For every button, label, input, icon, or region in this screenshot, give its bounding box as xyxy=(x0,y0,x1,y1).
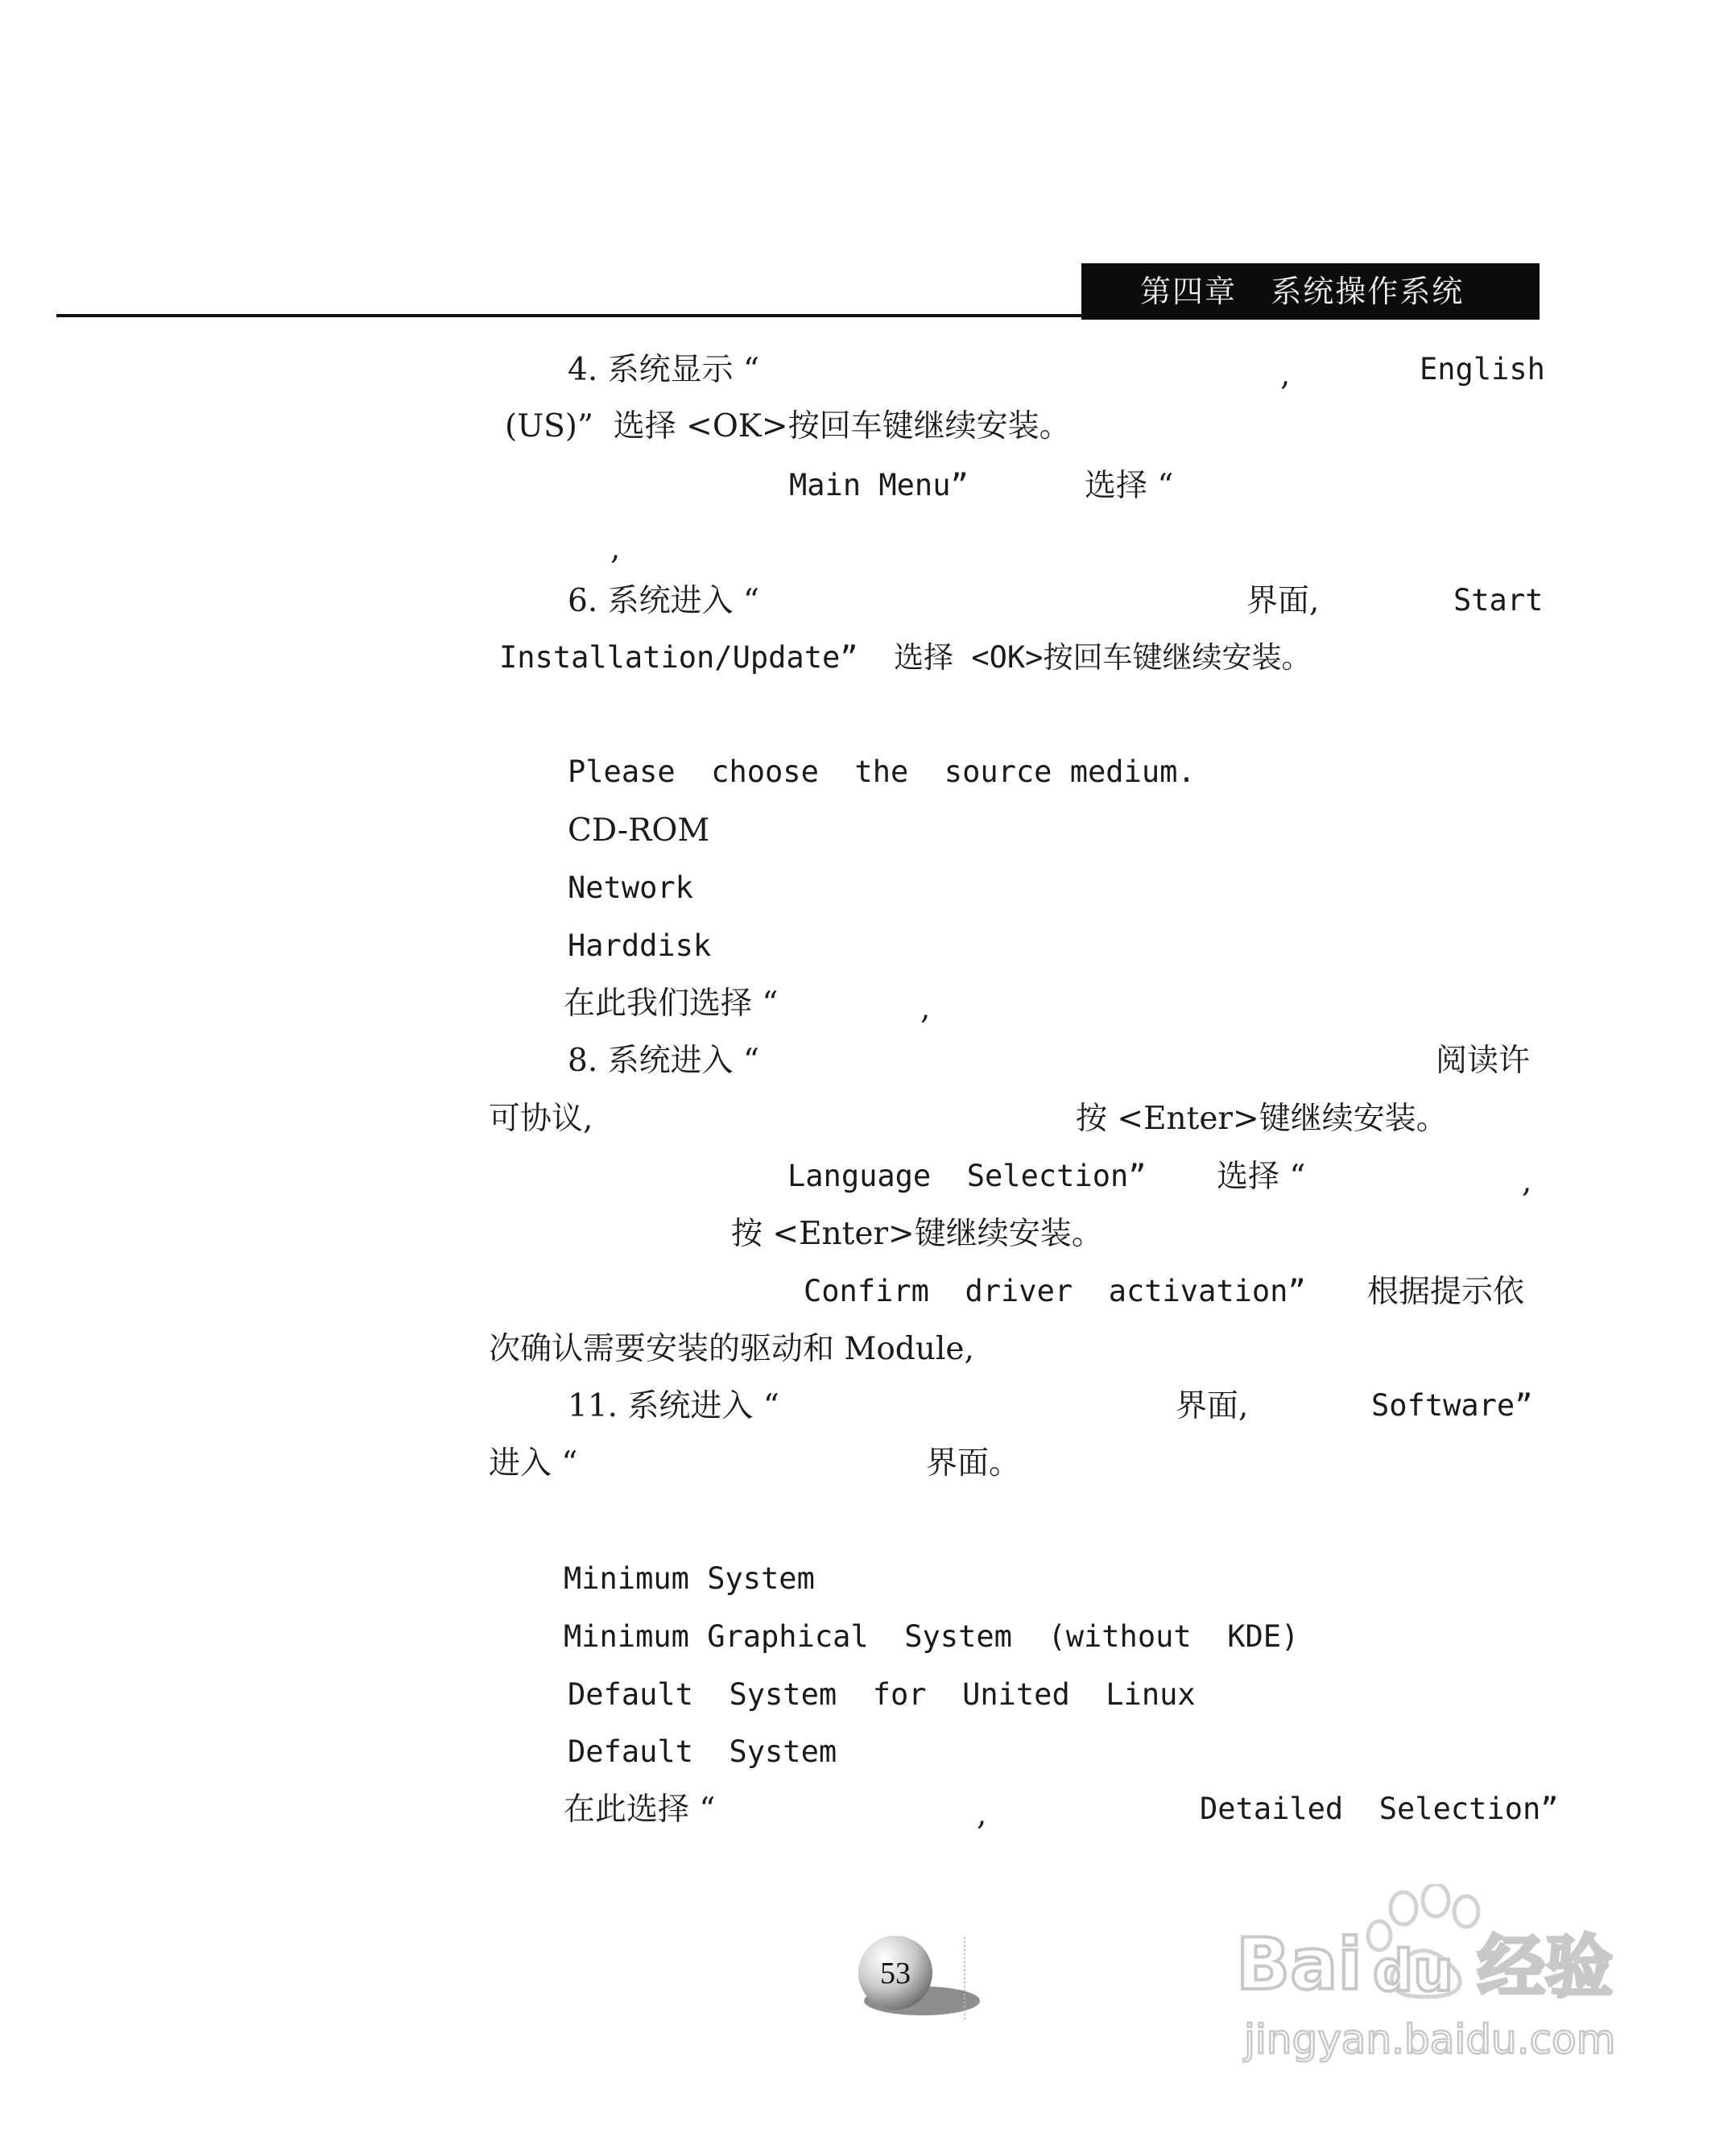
baidu-jingyan-watermark xyxy=(1228,1884,1647,2093)
text-line: (US)” 选择 <OK>按回车键继续安装。 xyxy=(505,408,1071,444)
text-line: 在此选择 “ xyxy=(564,1792,716,1828)
text-line: 界面, xyxy=(1176,1388,1249,1424)
watermark-brand-a: Bai xyxy=(1236,1923,1362,2006)
text-line: Language Selection” xyxy=(787,1159,1147,1193)
list-item: Network xyxy=(568,870,693,905)
text-line: Start xyxy=(1453,583,1544,618)
text-line: 按 <Enter>键继续安装。 xyxy=(1076,1101,1448,1137)
text-line: , xyxy=(920,990,931,1027)
header-rule xyxy=(56,314,1087,317)
text-line: , xyxy=(610,531,621,567)
text-line: 进入 “ xyxy=(489,1445,578,1482)
text-line: 选择 “ xyxy=(1085,468,1174,504)
list-item: Minimum System xyxy=(564,1561,815,1596)
text-line: Confirm driver activation” xyxy=(804,1274,1306,1308)
text-line: Main Menu” xyxy=(789,468,969,502)
text-line: 次确认需要安装的驱动和 Module, xyxy=(489,1331,974,1367)
text-line: 界面, xyxy=(1246,583,1320,619)
text-line: 根据提示依 xyxy=(1367,1274,1525,1310)
text-line: Detailed Selection” xyxy=(1200,1792,1559,1826)
watermark-brand-b: du xyxy=(1373,1938,1453,2004)
list-item: Harddisk xyxy=(568,928,712,963)
text-line: 选择 “ xyxy=(1217,1159,1306,1195)
watermark-url: jingyan.baidu.com xyxy=(1244,2016,1616,2063)
text-line: Software” xyxy=(1371,1388,1533,1423)
list-item: CD-ROM xyxy=(568,812,710,849)
text-line: 可协议, xyxy=(489,1101,593,1137)
text-line: , xyxy=(1522,1163,1532,1200)
text-line: 6. 系统进入 “ xyxy=(568,583,759,619)
text-line: Please choose the source medium. xyxy=(568,754,1196,789)
page-number-badge xyxy=(837,1932,982,2025)
list-item: Default System for United Linux xyxy=(568,1677,1196,1712)
text-line: 阅读许 xyxy=(1436,1043,1531,1079)
chapter-title: 第四章 系统操作系统 xyxy=(1081,263,1540,320)
text-line: , xyxy=(977,1796,987,1833)
text-line: 4. 系统显示 “ xyxy=(568,352,759,388)
list-item: Default System xyxy=(568,1734,837,1769)
text-line: , xyxy=(1280,357,1291,393)
text-line: 11. 系统进入 “ xyxy=(568,1388,779,1424)
text-line: 8. 系统进入 “ xyxy=(568,1043,759,1079)
text-line: 按 <Enter>键继续安装。 xyxy=(731,1216,1103,1252)
text-line: English xyxy=(1420,352,1545,386)
text-line: 界面。 xyxy=(926,1445,1021,1482)
text-line: Installation/Update” 选择 <OK>按回车键继续安装。 xyxy=(499,640,1312,675)
page-number: 53 xyxy=(880,1957,911,1990)
watermark-brand-c: 经验 xyxy=(1478,1928,1614,2007)
list-item: Minimum Graphical System (without KDE) xyxy=(564,1619,1300,1654)
text-line: 在此我们选择 “ xyxy=(564,986,779,1022)
